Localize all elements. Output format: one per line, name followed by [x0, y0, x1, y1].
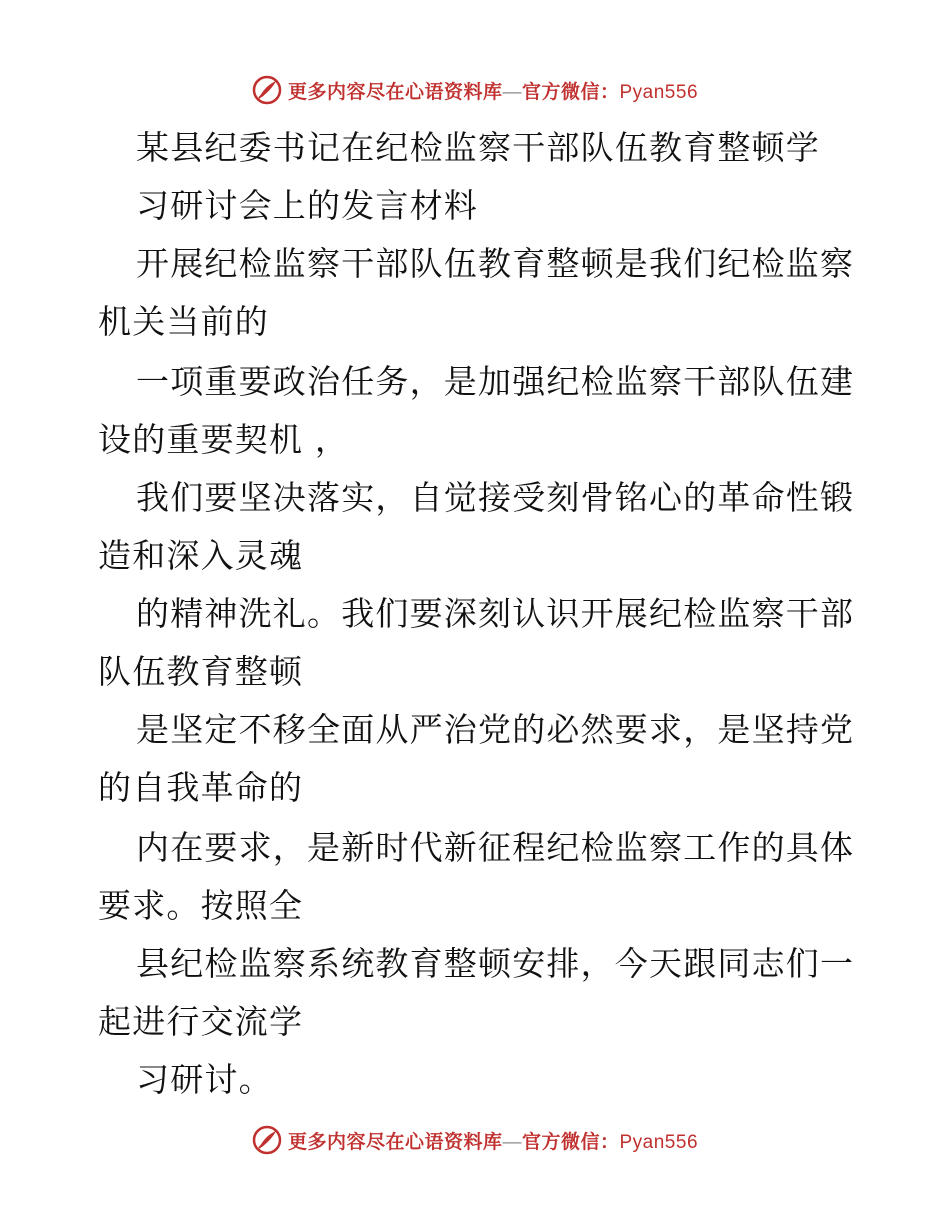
- paragraph-line: 开展纪检监察干部队伍教育整顿是我们纪检监察: [136, 244, 855, 283]
- paragraph-line: 队伍教育整顿: [98, 652, 304, 691]
- header-banner: [0, 72, 950, 108]
- paragraph-line: 的自我革命的: [98, 768, 304, 807]
- document-title-line-1: 某县纪委书记在纪检监察干部队伍教育整顿学: [136, 128, 820, 167]
- paragraph-line: 习研讨。: [136, 1060, 273, 1099]
- banner-wechat-id: Pyan556: [619, 81, 699, 103]
- banner-brand: 更多内容尽在心语资料库: [287, 1131, 503, 1153]
- paragraph-line: 是坚定不移全面从严治党的必然要求，是坚持党: [136, 710, 855, 749]
- banner-text: [288, 1127, 698, 1154]
- banner-wechat-label: 官方微信：: [521, 81, 620, 103]
- banner-wechat-label: 官方微信：: [521, 1131, 620, 1153]
- banner-text: [288, 77, 698, 104]
- paragraph-line: 我们要坚决落实，自觉接受刻骨铭心的革命性锻: [136, 478, 855, 517]
- banner-brand: 更多内容尽在心语资料库: [287, 81, 503, 103]
- paragraph-line: 造和深入灵魂: [98, 536, 304, 575]
- paragraph-line: 内在要求，是新时代新征程纪检监察工作的具体: [136, 828, 855, 867]
- paragraph-line: 的精神洗礼。我们要深刻认识开展纪检监察干部: [136, 594, 855, 633]
- paragraph-line: 设的重要契机 ，: [98, 420, 350, 459]
- banner-dash: —: [502, 81, 522, 103]
- quill-logo-icon: [252, 1125, 282, 1155]
- banner-dash: —: [502, 1131, 522, 1153]
- footer-banner: [0, 1122, 950, 1158]
- paragraph-line: 要求。按照全: [98, 886, 304, 925]
- document-title-line-2: 习研讨会上的发言材料: [136, 186, 478, 225]
- paragraph-line: 一项重要政治任务，是加强纪检监察干部队伍建: [136, 362, 855, 401]
- paragraph-line: 起进行交流学: [98, 1002, 304, 1041]
- quill-logo-icon: [252, 75, 282, 105]
- banner-wechat-id: Pyan556: [619, 1131, 699, 1153]
- paragraph-line: 机关当前的: [98, 302, 269, 341]
- paragraph-line: 县纪检监察系统教育整顿安排，今天跟同志们一: [136, 944, 855, 983]
